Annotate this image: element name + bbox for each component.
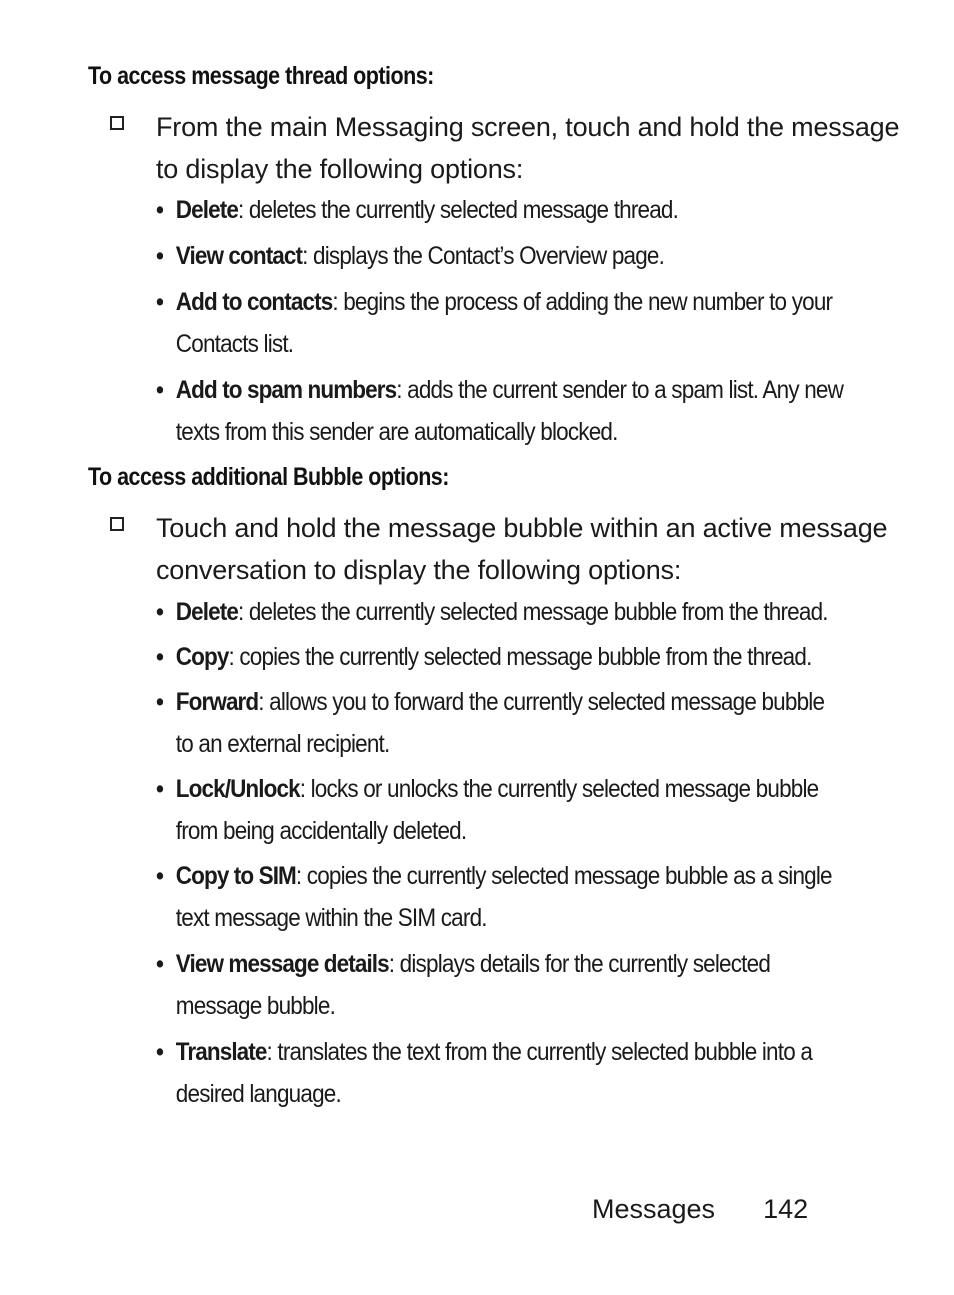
- option-description: : copies the currently selected message bubble as a single: [295, 862, 832, 890]
- option-term: View message details: [175, 950, 389, 978]
- option-description-continued: texts from this sender are automatically blocked.: [175, 418, 618, 446]
- step-text-line: to display the following options:: [156, 154, 524, 184]
- step-text: [156, 106, 900, 190]
- bullet-dot-icon: •: [156, 1038, 164, 1066]
- option-description-continued: text message within the SIM card.: [175, 904, 487, 932]
- option-description: : allows you to forward the currently selected message bubble: [258, 688, 825, 716]
- option-description-continued: message bubble.: [175, 992, 336, 1020]
- option-delete: [156, 591, 874, 633]
- step-text-line: Touch and hold the message bubble within an active message: [156, 513, 888, 543]
- option-copy: [156, 636, 874, 678]
- option-term: Add to contacts: [175, 288, 333, 316]
- bubble-options-list: [156, 591, 876, 1115]
- option-description: : locks or unlocks the currently selected message bubble: [299, 775, 819, 803]
- option-view-contact: [156, 235, 874, 277]
- bullet-dot-icon: •: [156, 643, 164, 671]
- option-term: Forward: [175, 688, 259, 716]
- option-description-continued: Contacts list.: [175, 330, 294, 358]
- option-description-continued: desired language.: [175, 1080, 341, 1108]
- option-term: Translate: [175, 1038, 267, 1066]
- option-description: : adds the current sender to a spam list. Any new: [396, 376, 844, 404]
- bullet-dot-icon: •: [156, 376, 164, 404]
- option-add-to-contacts: [156, 281, 874, 365]
- option-description: : displays the Contact’s Overview page.: [302, 242, 665, 270]
- option-term: Copy: [175, 643, 229, 671]
- option-description: : translates the text from the currently selected bubble into a: [266, 1038, 813, 1066]
- thread-options-list: [156, 189, 876, 453]
- option-view-message-details: [156, 943, 874, 1027]
- square-bullet-icon: [110, 517, 124, 531]
- option-lock-unlock: [156, 768, 874, 852]
- bullet-dot-icon: •: [156, 688, 164, 716]
- option-description-continued: to an external recipient.: [175, 730, 390, 758]
- option-forward: [156, 681, 874, 765]
- bullet-dot-icon: •: [156, 288, 164, 316]
- option-delete: [156, 189, 874, 231]
- bullet-dot-icon: •: [156, 950, 164, 978]
- option-description: : copies the currently selected message bubble from the thread.: [228, 643, 812, 671]
- section-heading-thread-options: To access message thread options:: [88, 62, 434, 90]
- step-text: [156, 507, 896, 591]
- option-copy-to-sim: [156, 855, 874, 939]
- bullet-dot-icon: •: [156, 775, 164, 803]
- option-term: Delete: [175, 598, 238, 626]
- option-description: : displays details for the currently selected: [388, 950, 771, 978]
- option-description: : begins the process of adding the new number to your: [332, 288, 833, 316]
- bullet-dot-icon: •: [156, 242, 164, 270]
- option-term: Add to spam numbers: [175, 376, 397, 404]
- page-footer: [592, 1194, 808, 1225]
- option-translate: [156, 1031, 874, 1115]
- square-bullet-icon: [110, 116, 124, 130]
- option-add-to-spam-numbers: [156, 369, 874, 453]
- option-description-continued: from being accidentally deleted.: [175, 817, 467, 845]
- option-term: Copy to SIM: [175, 862, 296, 890]
- step-text-line: conversation to display the following options:: [156, 555, 682, 585]
- step-text-line: From the main Messaging screen, touch and hold the message: [156, 112, 900, 142]
- option-term: View contact: [175, 242, 303, 270]
- section-heading-bubble-options: To access additional Bubble options:: [88, 463, 449, 491]
- bullet-dot-icon: •: [156, 598, 164, 626]
- bullet-dot-icon: •: [156, 196, 164, 224]
- option-term: Delete: [175, 196, 238, 224]
- page-number: 142: [763, 1194, 809, 1224]
- bullet-dot-icon: •: [156, 862, 164, 890]
- footer-section-name: Messages: [592, 1194, 716, 1224]
- option-term: Lock/Unlock: [175, 775, 300, 803]
- option-description: : deletes the currently selected message bubble from the thread.: [237, 598, 828, 626]
- option-description: : deletes the currently selected message thread.: [237, 196, 679, 224]
